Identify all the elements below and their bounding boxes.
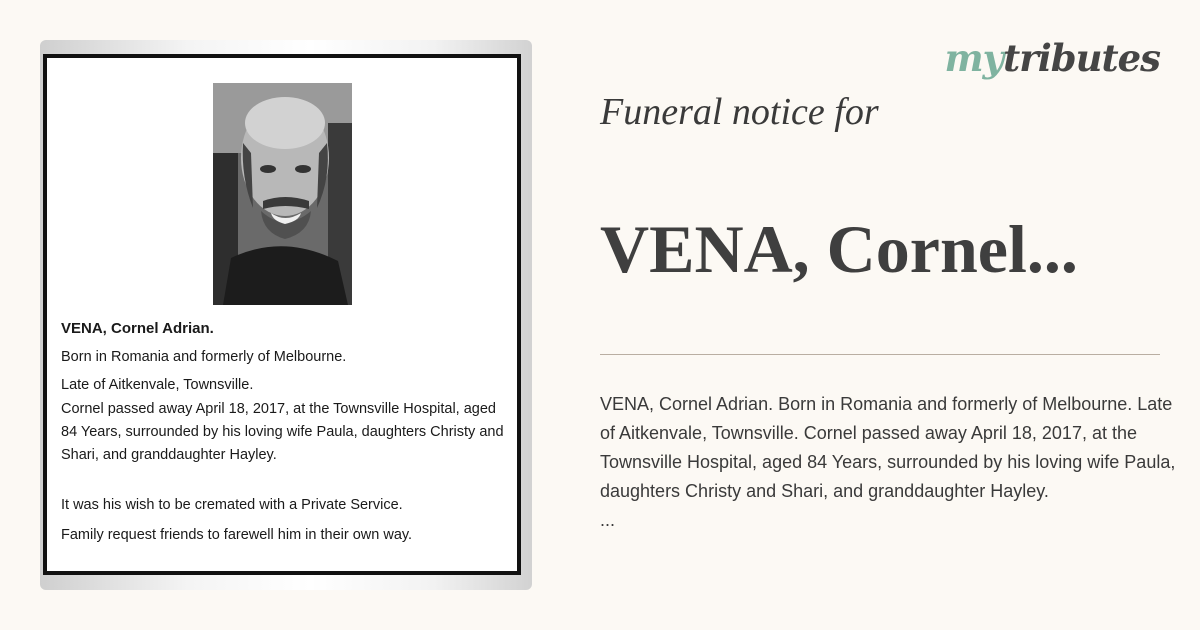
notice-family-request: Family request friends to farewell him in their own way. (61, 527, 413, 543)
summary-ellipsis: ... (600, 510, 616, 530)
notice-summary (600, 390, 1180, 535)
page-title: VENA, Cornel... (600, 211, 1078, 287)
notice-service-wish: It was his wish to be cremated with a Private Service. (61, 497, 403, 513)
notice-eyebrow: Funeral notice for (600, 91, 879, 133)
notice-card (40, 40, 532, 590)
notice-deceased-name: VENA, Cornel Adrian. (61, 320, 214, 337)
logo-tributes: tributes (1003, 36, 1160, 80)
notice-birthplace: Born in Romania and formerly of Melbourne. (61, 349, 347, 365)
logo-my: my (944, 36, 1004, 80)
notice-frame (43, 54, 521, 575)
summary-text: VENA, Cornel Adrian. Born in Romania and formerly of Melbourne. Late of Aitkenvale, Townsville. Cornel passed away April 18, 2017, at the Townsville Hospital, aged 84 Years, surrounded by his loving wife Paula, daughters Christy and Shari, and granddaughter Hayley. (600, 394, 1176, 501)
notice-passing-details: Cornel passed away April 18, 2017, at the Townsville Hospital, aged 84 Years, surrounded by his loving wife Paula, daughters Christy and Shari, and granddaughter Hayley. (61, 401, 504, 463)
divider (600, 354, 1160, 355)
mytributes-logo[interactable] (944, 36, 1160, 80)
notice-residence: Late of Aitkenvale, Townsville. (61, 377, 254, 393)
deceased-photo (213, 83, 352, 305)
